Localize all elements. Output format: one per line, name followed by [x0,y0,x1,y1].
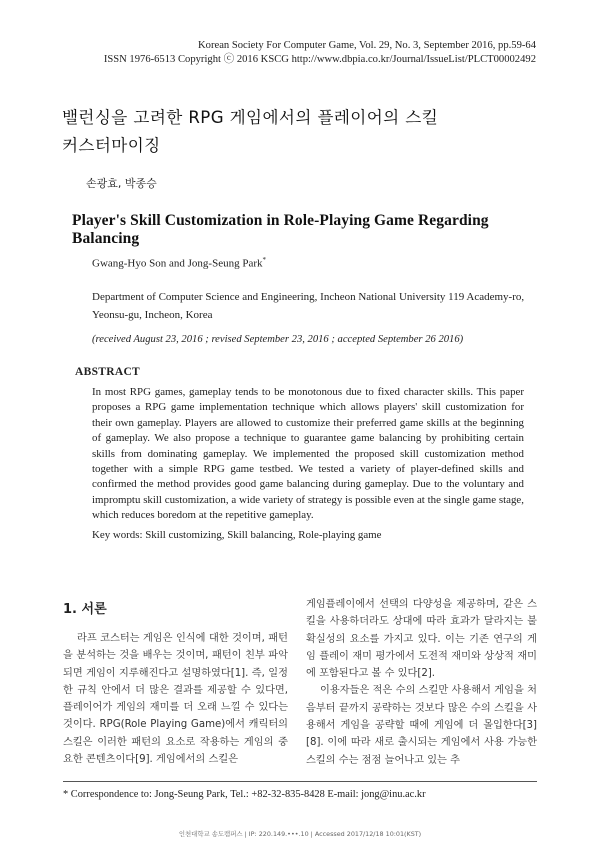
english-authors [92,256,266,270]
footnote: * Correspondence to: Jong-Seung Park, Tel.: +82-32-835-8428 E-mail: jong@inu.ac.kr [63,789,426,800]
journal-header-line1: Korean Society For Computer Game, Vol. 29, No. 3, September 2016, pp.59-64 [198,40,536,51]
body-paragraph: 게임플레이에서 선택의 다양성을 제공하며, 같은 스킬을 사용하더라도 상대에 따라 효과가 달라지는 불확실성의 요소를 가지고 있다. 이는 기존 연구의 게임 플레이 재미 평가에서 도전적 재미와 상상적 재미에 포함된다고 볼 수 있다[2]. [306,599,537,680]
body-column-left [63,630,288,768]
received-dates: (received August 23, 2016 ; revised September 23, 2016 ; accepted September 26 2016) [92,334,464,345]
section-heading: 1. 서론 [63,602,107,617]
corresponding-mark: * [262,256,266,264]
keywords: Key words: Skill customizing, Skill balancing, Role-playing game [92,529,382,541]
body-paragraph: 라프 코스터는 게임은 인식에 대한 것이며, 패턴을 분석하는 것을 배우는 것이며, 패턴이 친부 파악되면 게임이 지루해진다고 설명하였다[1]. 즉, 일정한 규칙 안에서 더 많은 결과를 제공할 수 있다면, 플레이어가 게임의 재미를 더 오래 느낄 수 있다는 것이다. RPG(Role Playing Game)에서 캐릭터의 스킬은 이러한 패턴의 요소로 작용하는 게임의 중요한 콘텐츠이다[9]. 게임에서의 스킬은 [63,633,288,766]
body-column-right [306,596,537,769]
korean-title [62,104,522,160]
access-stamp: 인천대학교 송도캠퍼스 | IP: 220.149.•••.10 | Accessed 2017/12/18 10:01(KST) [178,830,422,838]
journal-header-line2: ISSN 1976-6513 Copyright ⓒ 2016 KSCG http://www.dbpia.co.kr/Journal/IssueList/PLCT00002492 [103,54,536,65]
korean-title-line1: 밸런싱을 고려한 RPG 게임에서의 플레이어의 스킬 [62,108,439,127]
affiliation-line2: Yeonsu-gu, Incheon, Korea [92,309,213,321]
affiliation [92,288,532,324]
korean-authors: 손광효, 박종승 [86,177,157,190]
english-title: Player's Skill Customization in Role-Playing Game Regarding Balancing [72,212,489,247]
footnote-divider [63,781,537,782]
body-paragraph: 이용자들은 적은 수의 스킬만 사용해서 게임을 처음부터 끝까지 공략하는 것보다 많은 수의 스킬을 사용해서 게임을 공략할 때에 게임에 더 몰입한다[3][8]. 이에 따라 새로 출시되는 게임에서 사용 가능한 스킬의 수는 점점 늘어나고 있는 추 [306,685,537,766]
abstract-text: In most RPG games, gameplay tends to be monotonous due to fixed character skills. This paper proposes a RPG game implementation technique which allows players' skill customization for their own gameplay. Players are allowed to customize their preferred game skills at the beginning of gameplay. We also propose a technique to guarantee game balancing by prohibiting certain skills from dominating gameplay. We implemented the proposed skill customization method together with a simple RPG game testbed. We tested a variety of player-defined skills and confirmed the method provides good game balancing during gameplay. Due to the voluntary and impromptu skill customization, a wide variety of strategy is possible even at the single game stage, which reduces boredom at the repetitive gameplay. [92,386,524,522]
author-names: Gwang-Hyo Son and Jong-Seung Park [92,257,263,270]
abstract-heading: ABSTRACT [75,366,141,378]
affiliation-line1: Department of Computer Science and Engineering, Incheon National University 119 Academy-ro, [92,291,525,303]
korean-title-line2: 커스터마이징 [62,136,161,155]
